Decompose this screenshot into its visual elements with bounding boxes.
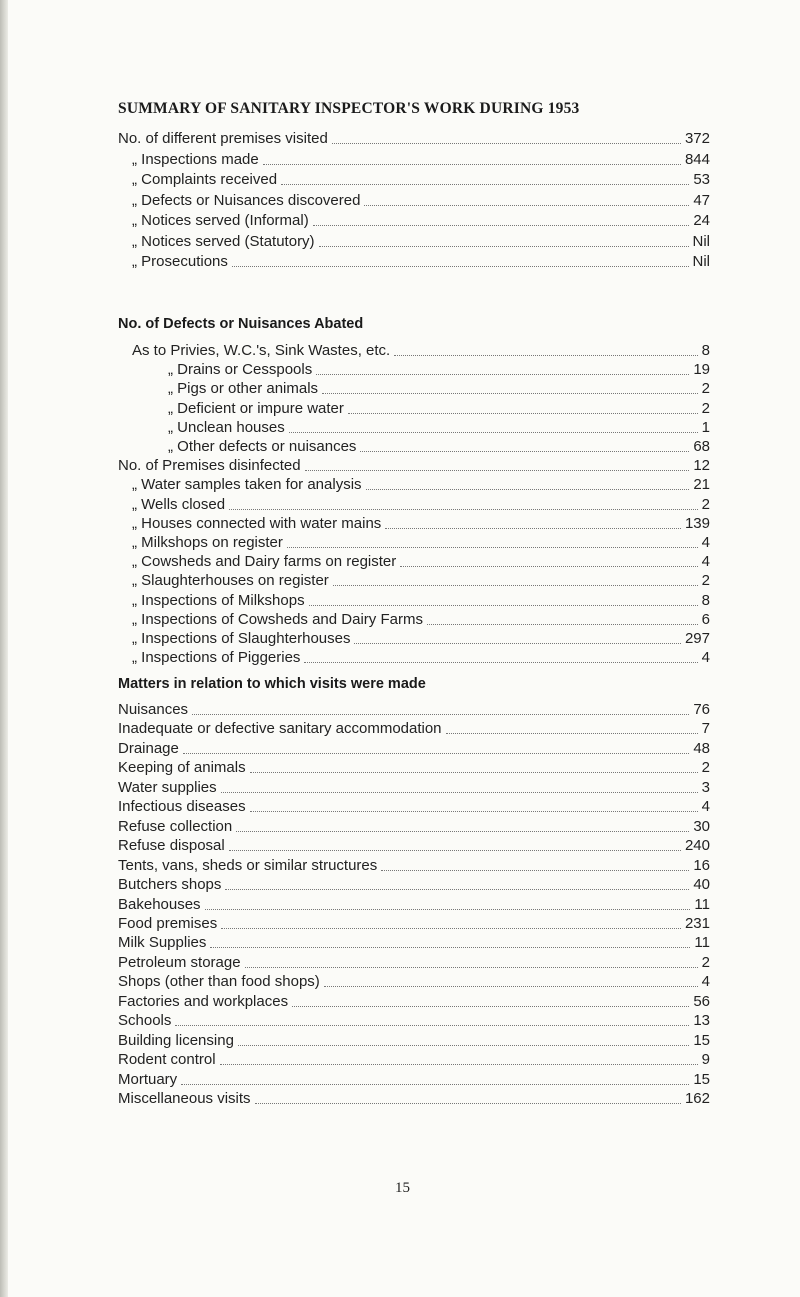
list-item xyxy=(118,757,710,777)
item-label: Milk Supplies xyxy=(118,934,207,952)
item-label: No. of different premises visited xyxy=(118,130,328,147)
item-label: „ Pigs or other animals xyxy=(168,380,319,398)
item-label: „ Notices served (Informal) xyxy=(132,212,309,229)
dot-leader xyxy=(364,205,689,206)
list-item xyxy=(118,991,710,1011)
list-item xyxy=(168,398,710,418)
dot-leader xyxy=(322,393,698,394)
dot-leader xyxy=(292,1006,689,1007)
list-item xyxy=(118,128,710,148)
list-item xyxy=(132,532,710,552)
dot-leader xyxy=(309,605,698,606)
dot-leader xyxy=(210,947,690,948)
item-value: 297 xyxy=(684,630,710,647)
item-label: „ Unclean houses xyxy=(168,418,285,436)
list-item xyxy=(118,1069,710,1089)
item-value: 8 xyxy=(701,342,710,359)
item-label: „ Inspections made xyxy=(132,150,259,168)
item-label: „ Inspections of Milkshops xyxy=(132,591,305,609)
item-value: 21 xyxy=(693,476,710,494)
item-value: 9 xyxy=(701,1051,710,1069)
dot-leader xyxy=(238,1045,689,1046)
item-value: 47 xyxy=(693,191,710,209)
dot-leader xyxy=(205,909,691,910)
item-value: 2 xyxy=(701,380,710,398)
item-label: Petroleum storage xyxy=(118,953,241,971)
item-label: „ Inspections of Slaughterhouses xyxy=(132,630,351,647)
item-label: „ Water samples taken for analysis xyxy=(132,476,362,494)
item-value: 4 xyxy=(701,649,710,667)
list-item xyxy=(132,551,710,571)
item-label: No. of Premises disinfected xyxy=(118,457,301,475)
item-value: 4 xyxy=(701,553,710,571)
item-label: Infectious diseases xyxy=(118,798,246,816)
list-item xyxy=(132,149,710,169)
item-label: Refuse collection xyxy=(118,817,233,835)
list-item xyxy=(168,436,710,456)
list-item xyxy=(132,590,710,610)
item-value: 2 xyxy=(701,399,710,417)
item-label: Water supplies xyxy=(118,778,217,796)
list-item xyxy=(118,1088,710,1108)
item-value: 2 xyxy=(701,759,710,777)
list-item xyxy=(118,796,710,816)
item-label: „ Wells closed xyxy=(132,495,226,513)
item-label: „ Inspections of Piggeries xyxy=(132,649,301,667)
list-item xyxy=(118,1030,710,1050)
list-item xyxy=(132,231,710,251)
dot-leader xyxy=(324,986,698,987)
list-item xyxy=(132,210,710,230)
item-value: 24 xyxy=(693,212,710,229)
item-label: Drainage xyxy=(118,739,179,757)
item-label: „ Notices served (Statutory) xyxy=(132,232,315,250)
list-item xyxy=(118,874,710,894)
dot-leader xyxy=(229,509,698,510)
item-value: 162 xyxy=(684,1090,710,1107)
dot-leader xyxy=(263,164,681,165)
list-item xyxy=(118,913,710,933)
item-value: 53 xyxy=(693,171,710,188)
item-value: 56 xyxy=(693,992,710,1010)
list-item xyxy=(132,169,710,189)
item-label: „ Complaints received xyxy=(132,171,278,188)
dot-leader xyxy=(446,733,698,734)
item-value: 68 xyxy=(693,438,710,455)
list-item xyxy=(168,378,710,398)
list-item xyxy=(118,718,710,738)
dot-leader xyxy=(316,374,689,375)
item-label: „ Inspections of Cowsheds and Dairy Farms xyxy=(132,610,423,628)
dot-leader xyxy=(394,355,697,356)
list-item xyxy=(118,894,710,914)
item-value: 4 xyxy=(701,534,710,551)
list-item xyxy=(118,816,710,836)
item-value: 48 xyxy=(693,739,710,757)
item-value: 3 xyxy=(701,778,710,796)
matters-heading: Matters in relation to which visits were made xyxy=(118,676,426,692)
item-label: Building licensing xyxy=(118,1031,234,1049)
item-label: Inadequate or defective sanitary accommodation xyxy=(118,720,442,738)
dot-leader xyxy=(221,792,698,793)
dot-leader xyxy=(232,266,689,267)
list-item xyxy=(132,628,710,648)
item-value: 139 xyxy=(684,514,710,532)
item-label: Rodent control xyxy=(118,1051,216,1069)
dot-leader xyxy=(287,547,698,548)
dot-leader xyxy=(427,624,698,625)
dot-leader xyxy=(236,831,689,832)
dot-leader xyxy=(175,1025,689,1026)
item-value: 240 xyxy=(684,837,710,855)
item-value: 40 xyxy=(693,876,710,894)
item-value: 4 xyxy=(701,973,710,991)
list-item xyxy=(132,513,710,533)
dot-leader xyxy=(250,811,698,812)
dot-leader xyxy=(220,1064,698,1065)
item-value: Nil xyxy=(692,232,710,250)
list-item xyxy=(118,1010,710,1030)
dot-leader xyxy=(289,432,698,433)
item-label: Schools xyxy=(118,1012,172,1030)
list-item xyxy=(132,494,710,514)
list-item xyxy=(118,1049,710,1069)
list-item xyxy=(118,699,710,719)
dot-leader xyxy=(181,1084,689,1085)
item-label: „ Deficient or impure water xyxy=(168,399,344,417)
item-label: Tents, vans, sheds or similar structures xyxy=(118,856,378,874)
item-label: Refuse disposal xyxy=(118,837,225,855)
dot-leader xyxy=(229,850,681,851)
list-item xyxy=(168,417,710,437)
item-label: Miscellaneous visits xyxy=(118,1090,251,1107)
item-label: Bakehouses xyxy=(118,895,201,913)
dot-leader xyxy=(221,928,681,929)
item-label: Nuisances xyxy=(118,701,189,718)
item-value: 372 xyxy=(684,130,710,147)
item-value: 844 xyxy=(684,150,710,168)
dot-leader xyxy=(348,413,698,414)
list-item xyxy=(132,474,710,494)
item-value: 19 xyxy=(693,361,710,379)
list-item xyxy=(118,971,710,991)
dot-leader xyxy=(305,470,690,471)
item-value: 2 xyxy=(701,572,710,590)
dot-leader xyxy=(360,451,689,452)
item-label: As to Privies, W.C.'s, Sink Wastes, etc. xyxy=(132,342,391,359)
page-edge-shadow xyxy=(0,0,8,1297)
item-value: 8 xyxy=(701,591,710,609)
list-item xyxy=(132,570,710,590)
item-value: 6 xyxy=(701,610,710,628)
list-item xyxy=(118,855,710,875)
defects-abated-heading: No. of Defects or Nuisances Abated xyxy=(118,316,364,332)
item-label: „ Defects or Nuisances discovered xyxy=(132,191,361,209)
item-value: 4 xyxy=(701,798,710,816)
item-value: Nil xyxy=(692,253,710,270)
dot-leader xyxy=(183,753,689,754)
list-item xyxy=(118,738,710,758)
list-item xyxy=(118,952,710,972)
dot-leader xyxy=(332,143,681,144)
list-item xyxy=(132,609,710,629)
list-item xyxy=(168,359,710,379)
dot-leader xyxy=(385,528,681,529)
dot-leader xyxy=(333,585,698,586)
list-item xyxy=(118,777,710,797)
item-label: „ Drains or Cesspools xyxy=(168,361,313,379)
item-label: „ Milkshops on register xyxy=(132,534,283,551)
item-value: 76 xyxy=(693,701,710,718)
list-item xyxy=(132,190,710,210)
dot-leader xyxy=(304,662,697,663)
item-value: 12 xyxy=(693,457,710,475)
list-item xyxy=(118,932,710,952)
item-label: Factories and workplaces xyxy=(118,992,289,1010)
list-item xyxy=(132,251,710,271)
item-label: Butchers shops xyxy=(118,876,222,894)
dot-leader xyxy=(400,566,697,567)
item-value: 11 xyxy=(694,934,710,952)
item-label: Mortuary xyxy=(118,1070,178,1088)
item-value: 15 xyxy=(693,1070,710,1088)
item-value: 15 xyxy=(693,1031,710,1049)
item-value: 13 xyxy=(693,1012,710,1030)
list-item xyxy=(118,835,710,855)
item-label: „ Cowsheds and Dairy farms on register xyxy=(132,553,397,571)
item-label: Food premises xyxy=(118,914,218,932)
dot-leader xyxy=(281,184,689,185)
item-value: 11 xyxy=(694,895,710,913)
item-value: 1 xyxy=(701,418,710,436)
item-label: „ Other defects or nuisances xyxy=(168,438,357,455)
dot-leader xyxy=(250,772,698,773)
item-value: 30 xyxy=(693,817,710,835)
item-value: 2 xyxy=(701,495,710,513)
dot-leader xyxy=(366,489,690,490)
item-label: Keeping of animals xyxy=(118,759,246,777)
item-label: „ Houses connected with water mains xyxy=(132,514,382,532)
item-value: 2 xyxy=(701,953,710,971)
page-title: SUMMARY OF SANITARY INSPECTOR'S WORK DURING 1953 xyxy=(118,100,580,117)
dot-leader xyxy=(313,225,690,226)
list-item xyxy=(132,340,710,360)
dot-leader xyxy=(255,1103,681,1104)
page-number: 15 xyxy=(395,1180,410,1196)
dot-leader xyxy=(225,889,689,890)
item-value: 16 xyxy=(693,856,710,874)
item-label: „ Prosecutions xyxy=(132,253,228,270)
list-item xyxy=(118,455,710,475)
item-label: Shops (other than food shops) xyxy=(118,973,320,991)
item-label: „ Slaughterhouses on register xyxy=(132,572,329,590)
dot-leader xyxy=(319,246,689,247)
dot-leader xyxy=(192,714,689,715)
list-item xyxy=(132,647,710,667)
dot-leader xyxy=(381,870,689,871)
dot-leader xyxy=(245,967,698,968)
item-value: 231 xyxy=(684,914,710,932)
item-value: 7 xyxy=(701,720,710,738)
dot-leader xyxy=(354,643,681,644)
